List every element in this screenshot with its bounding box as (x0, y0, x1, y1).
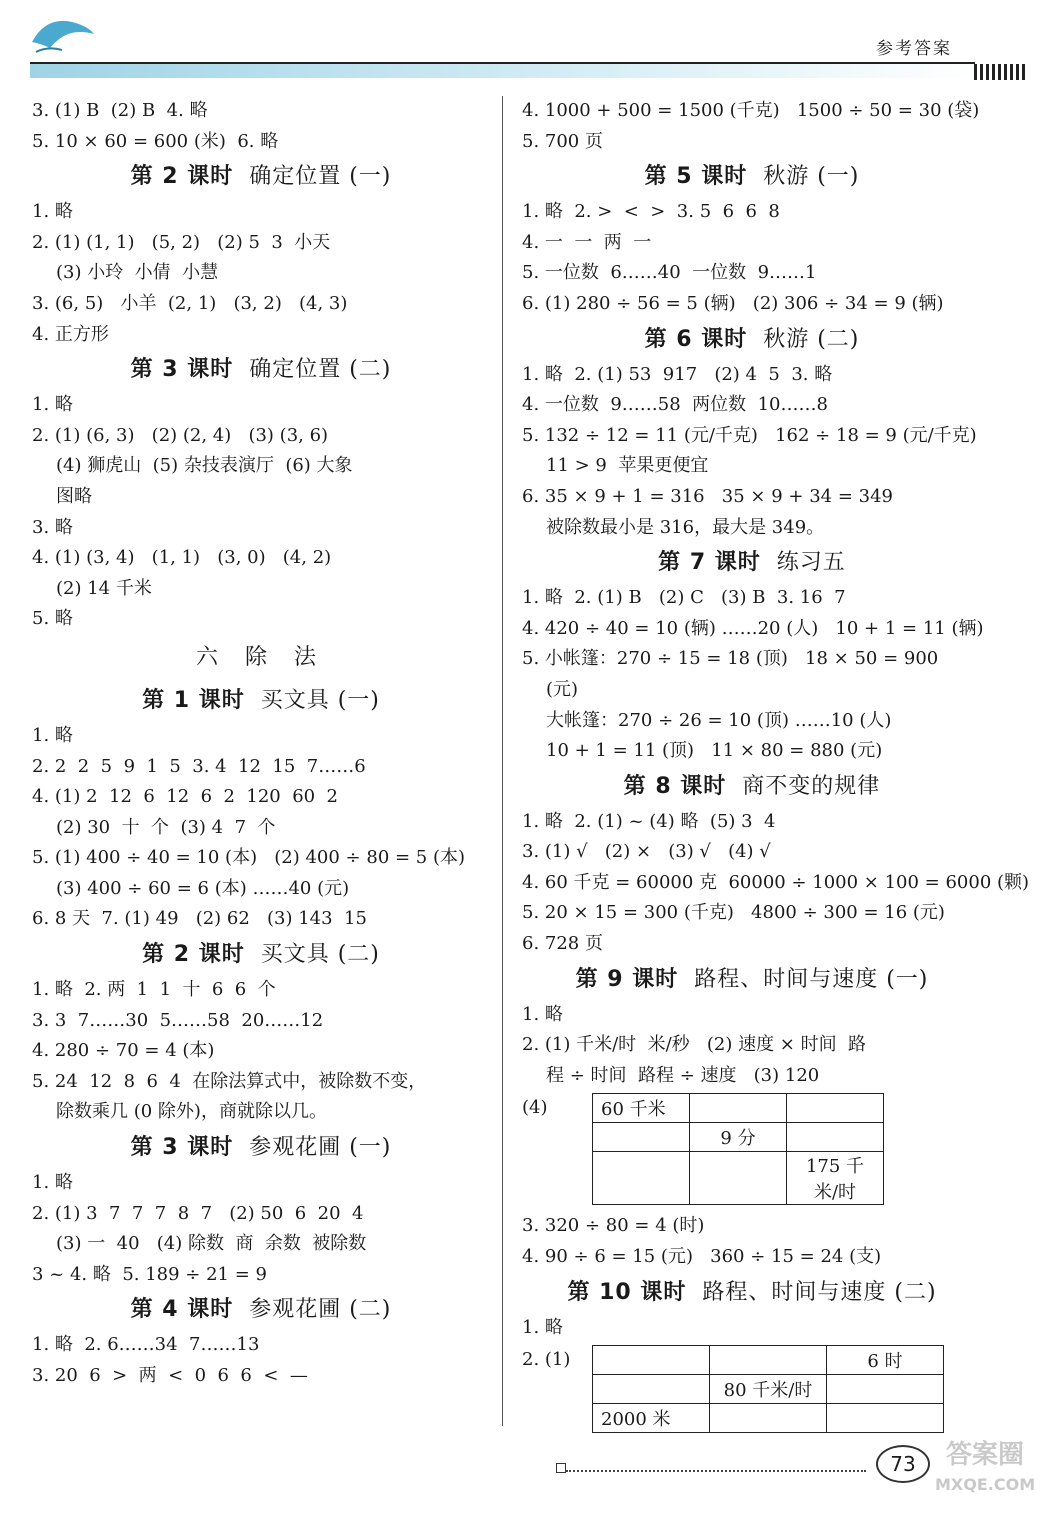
lesson-title: 秋游 (一) (747, 164, 860, 190)
lesson-title: 参观花圃 (一) (233, 1135, 392, 1161)
lesson-title: 路程、时间与速度 (二) (686, 1279, 937, 1305)
watermark (935, 1440, 1035, 1530)
answer-line: 1. 略 (32, 201, 73, 223)
answer-line: 4. 90 ÷ 6 = 15 (元) 360 ÷ 15 = 24 (支) (522, 1246, 882, 1268)
answer-line: 1. 略 2. 6……34 7……13 (32, 1334, 260, 1356)
lesson-heading (522, 320, 982, 360)
answer-line: 6. (1) 280 ÷ 56 = 5 (辆) (2) 306 ÷ 34 = 9 (辆) (522, 292, 944, 314)
left-column (32, 96, 490, 1392)
lesson-heading (522, 543, 982, 583)
answer-line: 5. 700 页 (522, 130, 603, 152)
lesson-title: 确定位置 (二) (233, 357, 392, 383)
table-cell (710, 1346, 827, 1375)
answer-line: 3. (1) √ (2) × (3) √ (4) √ (522, 841, 771, 863)
answer-line: 1. 略 2. (1) 53 917 (2) 4 5 3. 略 (522, 363, 833, 385)
table-row (593, 1123, 884, 1152)
footer-square-icon (556, 1463, 566, 1473)
table-cell (787, 1123, 884, 1152)
table-cell: 175 千米/时 (787, 1152, 884, 1205)
page-number: 73 (876, 1445, 930, 1483)
lesson-number: 第 5 课时 (644, 164, 748, 190)
table-cell: 60 千米 (593, 1094, 690, 1123)
answer-table-row (522, 1093, 982, 1205)
answer-line: 3. 略 (32, 516, 73, 538)
lesson-title: 买文具 (二) (244, 942, 380, 968)
answer-line: 3. (1) B (2) B 4. 略 (32, 100, 208, 121)
table-cell: 2000 米 (593, 1404, 710, 1433)
answer-line: 程 ÷ 时间 路程 ÷ 速度 (3) 120 (546, 1064, 820, 1086)
lesson-number: 第 9 课时 (575, 966, 679, 992)
answer-line: 4. 420 ÷ 40 = 10 (辆) ……20 (人) 10 + 1 = 11 (辆) (522, 617, 984, 639)
table-label: (4) (522, 1097, 548, 1119)
lesson-heading (32, 157, 490, 197)
lesson-heading (522, 1273, 982, 1313)
lesson-title: 买文具 (一) (244, 687, 380, 713)
answer-table-row (522, 1345, 982, 1433)
lesson-number: 第 2 课时 (142, 942, 245, 968)
lesson-heading (522, 767, 982, 807)
answer-line: 4. 一位数 9……58 两位数 10……8 (522, 394, 828, 416)
answer-line: (2) 14 千米 (56, 577, 152, 599)
answer-line: (3) 400 ÷ 60 = 6 (本) ……40 (元) (56, 877, 350, 899)
lesson-heading (32, 1128, 490, 1168)
answer-line: 4. 1000 + 500 = 1500 (千克) 1500 ÷ 50 = 30 (袋) (522, 100, 980, 121)
lesson-title: 参观花圃 (二) (233, 1297, 392, 1323)
answer-line: 除数乘几 (0 除外)，商就除以几。 (56, 1101, 327, 1123)
answer-line: 大帐篷：270 ÷ 26 = 10 (顶) ……10 (人) (546, 709, 892, 731)
header-band (30, 64, 975, 78)
lesson-title: 确定位置 (一) (233, 164, 392, 190)
right-column (522, 96, 1030, 1439)
lesson-number: 第 10 课时 (567, 1279, 687, 1305)
watermark-bottom: MXQE.COM (935, 1475, 1036, 1494)
answer-line: 4. 正方形 (32, 323, 109, 345)
answer-line: 图略 (56, 485, 92, 507)
answer-line: 5. 略 (32, 608, 73, 630)
answer-line: 1. 略 (32, 1172, 73, 1194)
answer-line: 6. 35 × 9 + 1 = 316 35 × 9 + 34 = 349 (522, 485, 893, 507)
column-divider (502, 96, 503, 1426)
table-cell (787, 1094, 884, 1123)
answer-line: 4. 一 一 两 一 (522, 231, 652, 253)
answer-line: 5. 20 × 15 = 300 (千克) 4800 ÷ 300 = 16 (元) (522, 902, 945, 924)
answer-table (592, 1093, 884, 1205)
table-row (593, 1346, 944, 1375)
lesson-number: 第 2 课时 (130, 164, 234, 190)
lesson-heading (32, 681, 490, 721)
table-cell (827, 1375, 944, 1404)
table-row (593, 1375, 944, 1404)
table-cell (593, 1375, 710, 1404)
lesson-heading (32, 350, 490, 390)
answer-line: (3) 一 40 (4) 除数 商 余数 被除数 (56, 1233, 367, 1255)
table-row (593, 1152, 884, 1205)
page-header (0, 0, 1043, 90)
answer-line: (4) 狮虎山 (5) 杂技表演厅 (6) 大象 (56, 455, 353, 477)
answer-line: 5. 小帐篷：270 ÷ 15 = 18 (顶) 18 × 50 = 900 (522, 648, 939, 670)
answer-line: 5. 132 ÷ 12 = 11 (元/千克) 162 ÷ 18 = 9 (元/千克) (522, 424, 977, 446)
lesson-title: 练习五 (760, 550, 846, 576)
answer-line: 1. 略 (32, 724, 73, 746)
answer-line: 1. 略 2. (1) ~ (4) 略 (5) 3 4 (522, 810, 776, 832)
header-barcode-icon (974, 64, 1026, 80)
table-cell: 6 时 (827, 1346, 944, 1375)
lesson-heading (522, 960, 982, 1000)
lesson-heading (32, 1290, 490, 1330)
footer-dotted-line (566, 1458, 866, 1472)
lesson-number: 第 8 课时 (623, 773, 727, 799)
answer-line: 5. (1) 400 ÷ 40 = 10 (本) (2) 400 ÷ 80 = 5 (本) (32, 847, 466, 869)
lesson-title: 秋游 (二) (747, 326, 860, 352)
header-title: 参考答案 (876, 39, 952, 59)
table-cell: 9 分 (690, 1123, 787, 1152)
answer-line: 1. 略 2. (1) B (2) C (3) B 3. 16 7 (522, 587, 846, 609)
watermark-top: 答案圈 (945, 1440, 1024, 1470)
answer-line: (2) 30 十 个 (3) 4 7 个 (56, 816, 276, 838)
answer-line: 2. (1) (6, 3) (2) (2, 4) (3) (3, 6) (32, 424, 329, 446)
answer-line: 6. 728 页 (522, 933, 603, 955)
answer-line: 5. 24 12 8 6 4 在除法算式中，被除数不变， (32, 1070, 427, 1092)
lesson-number: 第 3 课时 (130, 1135, 234, 1161)
table-cell: 80 千米/时 (710, 1375, 827, 1404)
lesson-number: 第 1 课时 (142, 687, 245, 713)
answer-line: 4. 60 千克 = 60000 克 60000 ÷ 1000 × 100 = 6000 (颗) (522, 871, 1030, 893)
answer-table (592, 1345, 944, 1433)
lesson-title: 路程、时间与速度 (一) (678, 966, 929, 992)
unit-heading: 六 除 法 (196, 644, 326, 670)
answer-line: (3) 小玲 小倩 小慧 (56, 262, 219, 284)
answer-line: 4. (1) (3, 4) (1, 1) (3, 0) (4, 2) (32, 547, 332, 569)
lesson-number: 第 6 课时 (644, 326, 748, 352)
answer-line: 3. 3 7……30 5……58 20……12 (32, 1009, 324, 1031)
answer-line: (元) (546, 678, 579, 700)
answer-line: 2. 2 2 5 9 1 5 3. 4 12 15 7……6 (32, 755, 366, 777)
answer-line: 10 + 1 = 11 (顶) 11 × 80 = 880 (元) (546, 740, 883, 762)
lesson-title: 商不变的规律 (726, 773, 881, 799)
lesson-number: 第 7 课时 (658, 550, 761, 576)
answer-line: 2. (1) 千米/时 米/秒 (2) 速度 × 时间 路 (522, 1034, 867, 1056)
answer-line: 11 > 9 苹果更便宜 (546, 455, 709, 477)
table-cell (690, 1094, 787, 1123)
answer-line: 3. (6, 5) 小羊 (2, 1) (3, 2) (4, 3) (32, 292, 348, 314)
answer-line: 1. 略 2. 两 1 1 十 6 6 个 (32, 979, 276, 1001)
answer-line: 5. 一位数 6……40 一位数 9……1 (522, 262, 817, 284)
lesson-number: 第 3 课时 (130, 357, 234, 383)
table-row (593, 1094, 884, 1123)
lesson-heading (32, 935, 490, 975)
answer-line: 3. 20 6 > 两 < 0 6 6 < — (32, 1365, 308, 1386)
lesson-heading (522, 157, 982, 197)
table-cell (710, 1404, 827, 1433)
answer-line: 5. 10 × 60 = 600 (米) 6. 略 (32, 130, 279, 152)
answer-line: 被除数最小是 316，最大是 349。 (546, 516, 825, 538)
answer-line: 2. (1) (1, 1) (5, 2) (2) 5 3 小天 (32, 231, 331, 253)
table-row (593, 1404, 944, 1433)
answer-line: 2. (1) 3 7 7 7 8 7 (2) 50 6 20 4 (32, 1202, 364, 1224)
answer-line: 1. 略 (522, 1316, 563, 1338)
answer-line: 1. 略 (522, 1003, 563, 1025)
table-label: 2. (1) (522, 1349, 571, 1371)
answer-line: 3 ~ 4. 略 5. 189 ÷ 21 = 9 (32, 1263, 267, 1285)
table-cell (593, 1346, 710, 1375)
dolphin-logo-icon (28, 12, 98, 56)
answer-line: 1. 略 (32, 394, 73, 416)
answer-line: 1. 略 2. > < > 3. 5 6 6 8 (522, 201, 780, 223)
table-cell (593, 1123, 690, 1152)
table-cell (690, 1152, 787, 1205)
answer-line: 4. (1) 2 12 6 12 6 2 120 60 2 (32, 786, 338, 808)
table-cell (827, 1404, 944, 1433)
lesson-number: 第 4 课时 (130, 1297, 234, 1323)
answer-line: 6. 8 天 7. (1) 49 (2) 62 (3) 143 15 (32, 908, 367, 930)
answer-line: 4. 280 ÷ 70 = 4 (本) (32, 1040, 215, 1062)
table-cell (593, 1152, 690, 1205)
answer-line: 3. 320 ÷ 80 = 4 (时) (522, 1215, 705, 1237)
